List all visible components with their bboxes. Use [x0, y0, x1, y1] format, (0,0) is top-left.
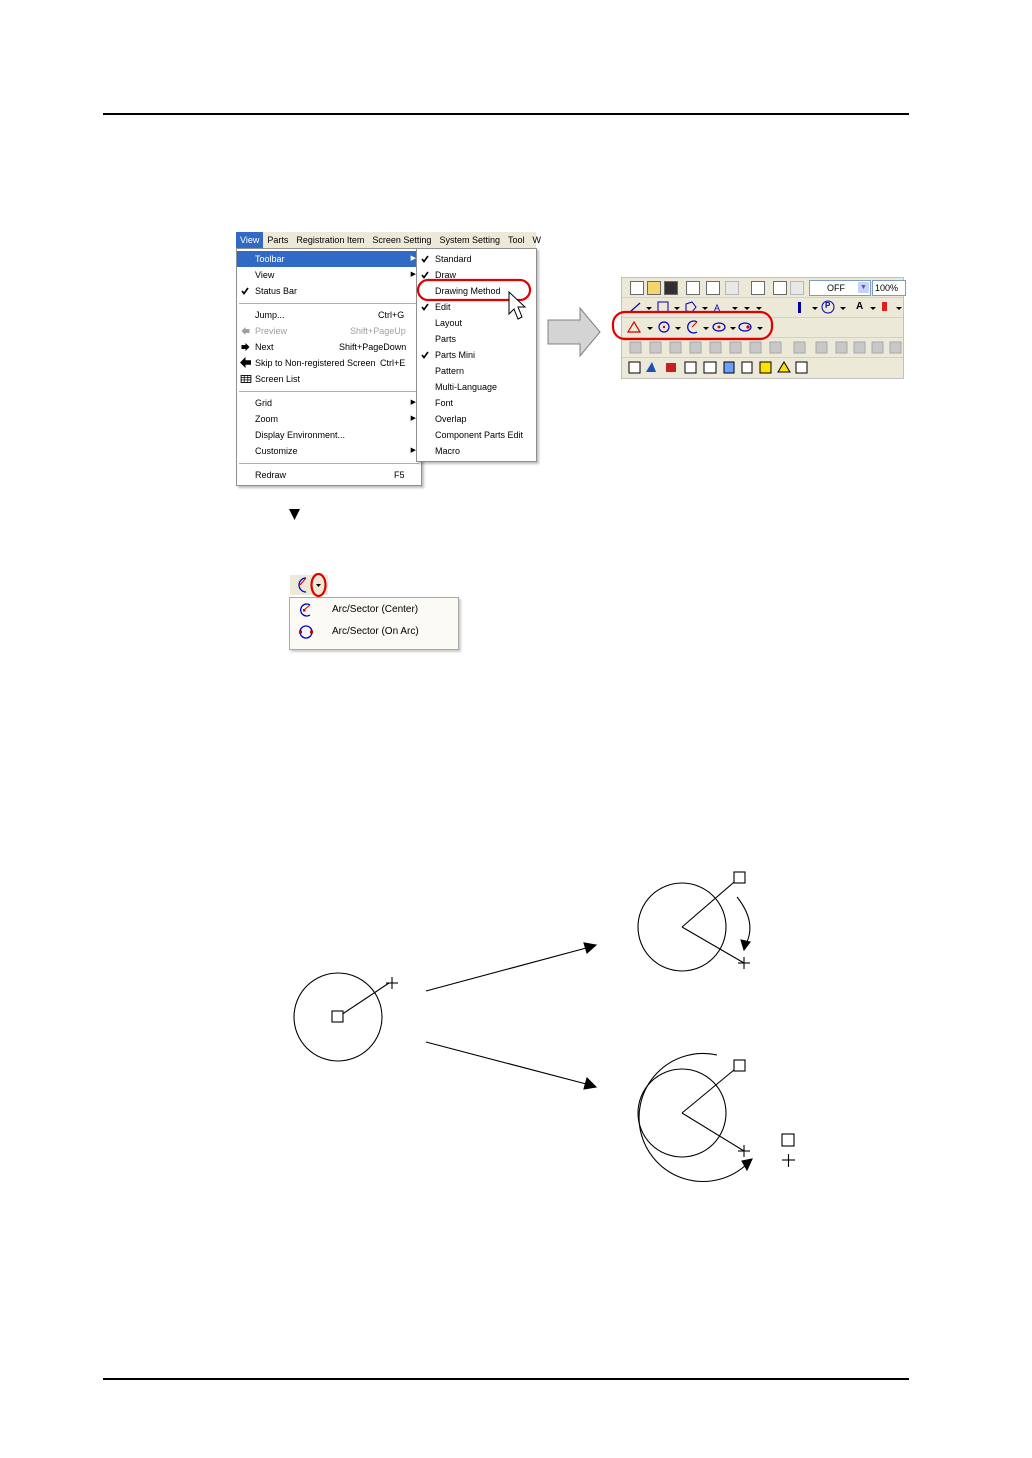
view-menu-item-jump[interactable]: Jump... Ctrl+G: [255, 310, 405, 320]
toolbar-item-font[interactable]: Font: [435, 398, 454, 408]
down-triangle-icon: [289, 509, 300, 520]
view-menu-item-status-bar[interactable]: Status Bar: [237, 283, 421, 299]
toolbar-item-component-parts-edit[interactable]: Component Parts Edit: [435, 430, 524, 440]
toolbar-item-overlap[interactable]: Overlap: [435, 414, 467, 424]
submenu-arrow-icon: ▶: [410, 415, 416, 422]
view-menu-item-next[interactable]: Next Shift+PageDown: [237, 339, 421, 355]
menu-window[interactable]: W: [532, 235, 541, 245]
menu-parts[interactable]: Parts: [267, 235, 289, 245]
view-menu-item-grid[interactable]: Grid ▶: [237, 395, 421, 411]
highlight-ring: [613, 312, 772, 339]
text-tool-label[interactable]: A: [856, 301, 864, 312]
p-tool-label[interactable]: P: [825, 301, 831, 310]
toolbar-item-parts[interactable]: Parts: [435, 334, 457, 344]
toolbar-item-pattern[interactable]: Pattern: [435, 366, 465, 376]
toolbar-item-draw[interactable]: Draw: [417, 267, 536, 283]
arrow-right-icon: [548, 308, 600, 356]
view-menu-item-toolbar[interactable]: Toolbar ▶: [237, 251, 421, 267]
cursor-icon: [509, 292, 525, 319]
toolbar-item-parts-mini[interactable]: Parts Mini: [417, 347, 536, 363]
toolbar-item-layout[interactable]: Layout: [435, 318, 463, 328]
arc-diagram: [294, 872, 795, 1181]
menu-system-setting[interactable]: System Setting: [439, 235, 500, 245]
dropdown-item-label: Arc/Sector (Center): [332, 604, 419, 615]
svg-text:A: A: [714, 303, 721, 313]
arc-tool-button[interactable]: [290, 575, 328, 595]
view-menu-item-view[interactable]: View ▶: [237, 267, 421, 283]
toolbar-item-multi-language[interactable]: Multi-Language: [435, 382, 498, 392]
zoom-select-value: 100%: [875, 283, 899, 293]
submenu-arrow-icon: ▶: [410, 399, 416, 406]
view-menu-item-zoom[interactable]: Zoom ▶: [237, 411, 421, 427]
submenu-arrow-icon: ▶: [410, 447, 416, 454]
view-menu-item-preview: Preview Shift+PageUp: [237, 323, 421, 339]
toolbar-item-macro[interactable]: Macro: [435, 446, 461, 456]
toolbar-item-edit[interactable]: Edit: [417, 299, 536, 315]
dropdown-item-label: Arc/Sector (On Arc): [332, 626, 419, 637]
view-menu-item-skip[interactable]: Skip to Non-registered Screen Ctrl+E: [237, 355, 421, 371]
toolbar-item-drawing-method[interactable]: Drawing Method: [435, 286, 501, 296]
menu-tool[interactable]: Tool: [507, 235, 525, 245]
submenu-arrow-icon: ▶: [410, 255, 416, 262]
menu-view[interactable]: View: [236, 232, 263, 248]
view-menu-item-customize[interactable]: Customize ▶: [237, 443, 421, 459]
overlap-select-value: OFF: [827, 283, 845, 293]
submenu-arrow-icon: ▶: [410, 271, 416, 278]
view-menu-item-screen-list[interactable]: Screen List: [237, 371, 421, 387]
view-menu-item-display-environment[interactable]: Display Environment...: [255, 430, 346, 440]
chevron-down-icon: ▼: [858, 282, 869, 293]
toolbar-item-standard[interactable]: Standard: [417, 251, 536, 267]
menu-screen-setting[interactable]: Screen Setting: [372, 235, 432, 245]
menu-registration-item[interactable]: Registration Item: [296, 235, 365, 245]
view-menu-item-redraw[interactable]: Redraw F5: [255, 470, 405, 480]
